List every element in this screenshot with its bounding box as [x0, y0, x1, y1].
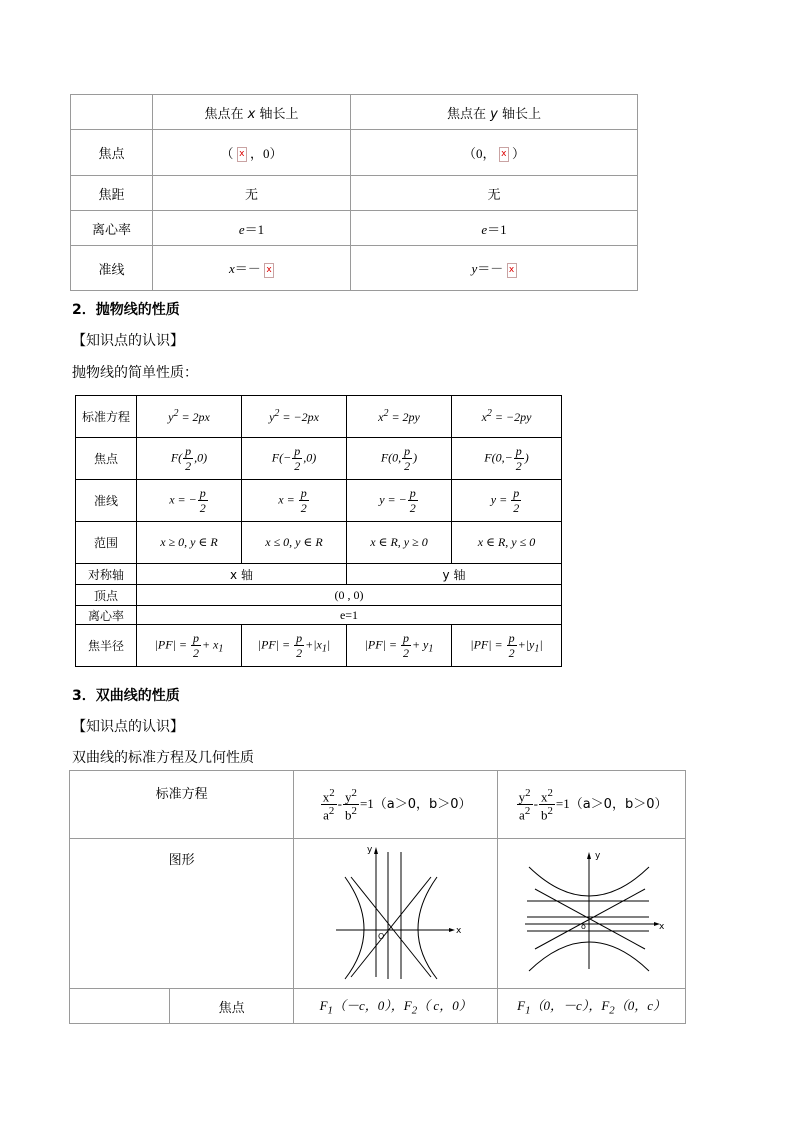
foci-x: $F_1(-c$，0），$F_2$（ c，0） — [294, 989, 498, 1024]
hyperbola-eq-y: $\frac{y^2}{a^2}$ - $\frac{x^2}{b^2}$ =1（a＞0，b＞0） — [498, 771, 686, 839]
range: x ≥ 0, y ∈ R — [137, 522, 242, 564]
focal-radius: |PF| = $\frac{p}{2}$ + $x_1$ — [137, 625, 242, 667]
broken-image-icon: x — [499, 147, 509, 162]
row-label: 焦点 — [76, 438, 137, 480]
range: x ≤ 0, y ∈ R — [242, 522, 347, 564]
section-intro: 抛物线的简单性质： — [72, 365, 198, 381]
axis-label-x: x — [455, 925, 461, 936]
directrix: x = − $\frac{p}{2}$ — [137, 480, 242, 522]
equation: $x^2 = 2py$ — [347, 396, 452, 438]
row-label: 离心率 — [71, 211, 153, 246]
symmetry-axis: y 轴 — [347, 564, 562, 585]
eccentricity-x: e＝1 — [153, 211, 351, 246]
row-label: 焦点 — [71, 130, 153, 176]
hyperbola-graph-x — [331, 842, 461, 982]
row-label: 标准方程 — [76, 396, 137, 438]
focus: F(− $\frac{p}{2}$ ,0) — [242, 438, 347, 480]
row-label: 离心率 — [76, 606, 137, 625]
condition: （a＞0，b＞0） — [373, 796, 472, 812]
section-heading: 3．双曲线的性质 — [72, 688, 180, 704]
section-heading: 2．抛物线的性质 — [72, 302, 180, 318]
focal-radius: |PF| = $\frac{p}{2}$ $+|x_1|$ — [242, 625, 347, 667]
directrix: y = $\frac{p}{2}$ — [452, 480, 562, 522]
directrix-x: x＝－ x — [153, 246, 351, 291]
foci-y: $F_1(0$，－c），$F_2(0$，c） — [498, 989, 686, 1024]
hyperbola-eq-x: $\frac{x^2}{a^2}$ - $\frac{y^2}{b^2}$ =1（a＞0，b＞0） — [294, 771, 498, 839]
focus: F( $\frac{p}{2}$ ,0) — [137, 438, 242, 480]
graph-cell-y — [498, 839, 686, 989]
directrix-y: y＝－ x — [351, 246, 638, 291]
focal-distance-y: 无 — [351, 176, 638, 211]
range: x ∈ R, y ≤ 0 — [452, 522, 562, 564]
broken-image-icon: x — [507, 263, 517, 278]
header-y: 焦点在 y 轴长上 — [351, 95, 638, 130]
condition: （a＞0，b＞0） — [569, 796, 668, 812]
header-x: 焦点在 x 轴长上 — [153, 95, 351, 130]
blank-cell — [70, 989, 170, 1024]
focal-distance-x: 无 — [153, 176, 351, 211]
symmetry-axis: x 轴 — [137, 564, 347, 585]
corner-cell — [71, 95, 153, 130]
row-label: 范围 — [76, 522, 137, 564]
row-label: 图形 — [70, 839, 294, 989]
eccentricity: e=1 — [137, 606, 562, 625]
row-label: 顶点 — [76, 585, 137, 606]
focus-y-cell: （0， x ） — [351, 130, 638, 176]
row-label: 焦距 — [71, 176, 153, 211]
equation: $x^2 = -2py$ — [452, 396, 562, 438]
row-label: 对称轴 — [76, 564, 137, 585]
hyperbola-graph-y — [517, 849, 667, 974]
equation: $y^2 = 2px$ — [137, 396, 242, 438]
focus: F(0,− $\frac{p}{2}$ ) — [452, 438, 562, 480]
hyperbola-table — [69, 770, 686, 1024]
knowledge-tag: 【知识点的认识】 — [72, 719, 184, 735]
ellipse-focus-table — [70, 94, 638, 291]
broken-image-icon: x — [264, 263, 274, 278]
row-label: 焦点 — [170, 989, 294, 1024]
broken-image-icon: x — [237, 147, 247, 162]
parabola-table — [75, 395, 562, 667]
row-label: 标准方程 — [70, 771, 294, 839]
directrix: x = $\frac{p}{2}$ — [242, 480, 347, 522]
row-label: 准线 — [71, 246, 153, 291]
focal-radius: |PF| = $\frac{p}{2}$ + $y_1$ — [347, 625, 452, 667]
section-intro: 双曲线的标准方程及几何性质 — [72, 750, 254, 766]
directrix: y = − $\frac{p}{2}$ — [347, 480, 452, 522]
vertex: (0 , 0) — [137, 585, 562, 606]
row-label: 焦半径 — [76, 625, 137, 667]
graph-cell-x — [294, 839, 498, 989]
focus: F(0, $\frac{p}{2}$ ) — [347, 438, 452, 480]
focal-radius: |PF| = $\frac{p}{2}$ $+|y_1|$ — [452, 625, 562, 667]
eccentricity-y: e＝1 — [351, 211, 638, 246]
axis-label-x: x — [658, 922, 664, 932]
axis-label-y: y — [366, 844, 372, 855]
equation: $y^2 = -2px$ — [242, 396, 347, 438]
origin-label: o — [580, 922, 586, 931]
focus-x-cell: （ x ，0） — [153, 130, 351, 176]
axis-label-y: y — [594, 851, 600, 861]
range: x ∈ R, y ≥ 0 — [347, 522, 452, 564]
origin-label: O — [377, 931, 384, 941]
knowledge-tag: 【知识点的认识】 — [72, 333, 184, 349]
row-label: 准线 — [76, 480, 137, 522]
